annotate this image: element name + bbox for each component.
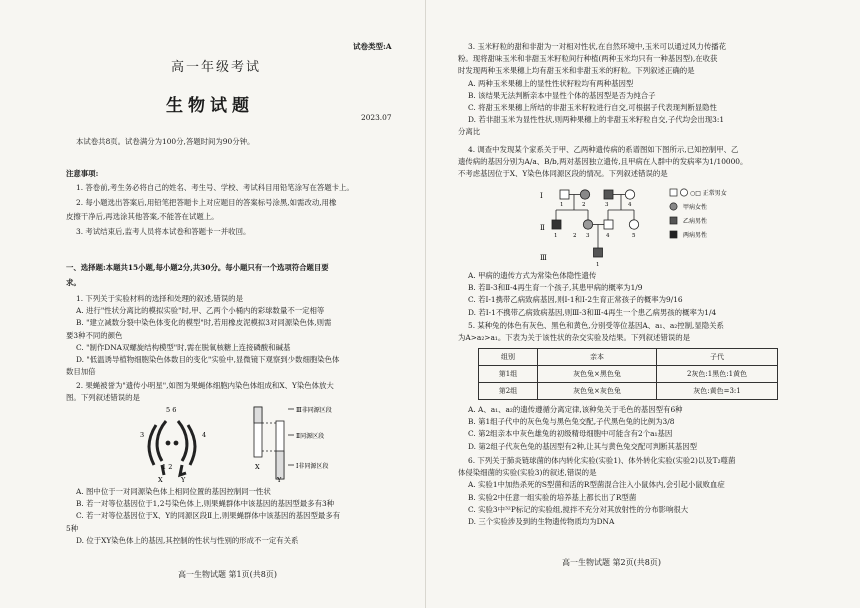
table-cell: 第2组 — [479, 383, 538, 400]
q1-option-b-cont: 要3种不同的颜色 — [66, 330, 123, 340]
intro-text: 本试卷共8页。试卷满分为100分,答题时间为90分钟。 — [76, 137, 255, 146]
page-divider — [425, 0, 426, 608]
q5-stem-cont: 为A>a₂>a₁。下表为关于该性状的杂交实验及结果。下列叙述错误的是 — [458, 333, 691, 343]
section1-heading: 一、选择题:本题共15小题,每小题2分,共30分。每小题只有一个选项符合题目要 — [66, 263, 329, 272]
legend-disease-a-female: 甲病女性 — [683, 204, 708, 211]
region-1-label: Ⅰ非同源区段 — [296, 463, 329, 470]
table-header: 亲本 — [538, 349, 657, 366]
q1-stem: 1. 下列关于实验材料的选择和处理的叙述,错误的是 — [76, 294, 243, 303]
q4-option-b: B. 若Ⅱ-3和Ⅱ-4再生育一个孩子,其患甲病的概率为1/9 — [468, 283, 643, 293]
q2-option-b: B. 若一对等位基因位于1,2号染色体上,则果蝇群体中该基因的基因型最多有3种 — [76, 499, 335, 509]
chromosome-label-4: 4 — [202, 431, 207, 439]
table-cell: 2灰色:1黑色:1黄色 — [657, 366, 778, 383]
pedigree-i3: 3 — [605, 202, 609, 208]
q2-stem: 2. 果蝇被誉为"遗传小明星",如图为果蝇体细胞内染色体组成和X、Y染色体放大 — [76, 381, 334, 390]
enlarged-y-label: Y — [277, 476, 282, 483]
region-2-label: Ⅱ同源区段 — [296, 433, 325, 440]
legend-normal: ○□ 正常男女 — [690, 190, 727, 197]
notes-heading: 注意事项: — [66, 169, 99, 178]
page-1 — [66, 0, 394, 608]
legend-both-male: 两病男性 — [683, 232, 708, 239]
question-2 — [66, 380, 398, 404]
q5-option-c: C. 第2组亲本中灰色雄兔的初级精母细胞中可能含有2个a₁基因 — [468, 429, 673, 439]
enlarged-x-label: X — [255, 463, 260, 471]
cross-results-table — [478, 348, 778, 400]
note-item: 3. 考试结束后,监考人员将本试卷和答题卡一并收回。 — [76, 227, 251, 236]
xy-enlarged — [254, 407, 294, 479]
generation-1-label: Ⅰ — [540, 192, 543, 200]
pedigree-i4: 4 — [628, 202, 632, 208]
chromosome-label-y: Y — [181, 476, 186, 483]
q1-option-b: B. "建立减数分裂中染色体变化的模型"时,若用橡皮泥模拟3对同源染色体,则需 — [76, 318, 332, 328]
pedigree-ii2: 2 — [573, 233, 577, 239]
q1-option-c: C. "制作DNA双螺旋结构模型"时,需在脱氧核糖上连接磷酸和碱基 — [76, 342, 291, 352]
pedigree-ii1: 1 — [554, 233, 558, 239]
q5-option-d: D. 第2组子代灰色兔的基因型有2种,让其与黄色兔交配可判断其基因型 — [468, 441, 698, 451]
chromosome-label-12: 1 2 — [162, 463, 173, 471]
pedigree-figure — [538, 184, 788, 270]
table-cell: 灰色:黄色=3:1 — [657, 383, 778, 400]
generation-3-label: Ⅲ — [540, 254, 547, 262]
q1-option-d-cont: 数目加倍 — [66, 367, 96, 377]
q1-option-d: D. "低温诱导植物细胞染色体数目的变化"实验中,显微镜下观察到少数细胞染色体 — [76, 355, 340, 365]
q3-stem: 3. 玉米籽粒的甜和非甜为一对相对性状,在自然环境中,玉米可以通过风力传播花 — [468, 42, 726, 51]
q3-option-a: A. 两种玉米果穗上的显性性状籽粒均有两种基因型 — [468, 78, 634, 88]
pedigree-iii1: 1 — [596, 262, 600, 268]
q5-stem: 5. 某种兔的体色有灰色、黑色和黄色,分别受等位基因A、a₁、a₂控制,显隐关系 — [468, 321, 724, 330]
q2-option-a: A. 图中位于一对同源染色体上相同位置的基因控制同一性状 — [76, 487, 271, 496]
q2-stem-cont: 图。下列叙述错误的是 — [66, 393, 140, 403]
table-row — [479, 366, 778, 383]
q6-option-c: C. 实验3中³²P标记的实验组,搅拌不充分对其放射性的分布影响很大 — [468, 504, 689, 514]
footer-right: 高一生物试题 第2页(共8页) — [562, 558, 661, 567]
table-cell: 灰色兔×灰色兔 — [538, 383, 657, 400]
question-5 — [458, 320, 794, 344]
table-header: 子代 — [657, 349, 778, 366]
q6-stem-cont: 体侵染细菌的实验(实验3)的叙述,错误的是 — [458, 468, 597, 478]
q6-option-d: D. 三个实验涉及到的生物遗传物质均为DNA — [468, 517, 615, 527]
q4-stem-cont: 遗传病的基因分别为A/a、B/b,两对基因独立遗传,且甲病在人群中的发病率为1/10000。 — [458, 157, 748, 167]
q3-stem-cont: 粉。现将甜味玉米和非甜玉米籽粒间行种植(两种玉米均只有一种基因型),在收获 — [458, 54, 718, 64]
table-header: 组别 — [479, 349, 538, 366]
question-2-options — [66, 486, 398, 547]
pedigree-ii4: 4 — [606, 233, 610, 239]
q3-option-d-cont: 分离比 — [458, 127, 481, 137]
q6-stem: 6. 下列关于肺炎链球菌的体内转化实验(实验1)、体外转化实验(实验2)以及T₂噬菌 — [468, 456, 736, 465]
exam-date: 2023.07 — [361, 113, 392, 122]
legend-disease-b-male: 乙病男性 — [683, 218, 708, 225]
footer-left: 高一生物试题 第1页(共8页) — [178, 570, 277, 579]
pedigree-i2: 2 — [582, 202, 586, 208]
question-3 — [458, 41, 794, 139]
question-6 — [458, 455, 794, 528]
question-4-options — [458, 270, 794, 319]
note-item: 2. 每小题选出答案后,用铅笔把答题卡上对应题目的答案标号涂黑,如需改动,用橡 — [76, 198, 337, 207]
q4-stem-cont: 不考虑基因位于X、Y染色体同源区段的情况。下列叙述错误的是 — [458, 169, 668, 179]
chromosome-figure — [126, 403, 356, 483]
note-item: 皮擦干净后,再选涂其他答案,不能答在试题上。 — [66, 212, 219, 221]
pedigree-i1: 1 — [560, 202, 564, 208]
chromosome-label-56: 5 6 — [166, 406, 177, 414]
chromosome-label-3: 3 — [140, 431, 145, 439]
section1-heading-cont: 求。 — [66, 278, 81, 287]
table-header-row — [479, 349, 778, 366]
q4-stem: 4. 调查中发现某个家系关于甲、乙两种遗传病的系谱图如下图所示,已知控制甲、乙 — [468, 145, 739, 154]
q5-option-b: B. 第1组子代中的灰色兔与黑色兔交配,子代黑色兔的比例为3/8 — [468, 417, 675, 427]
pedigree-ii3: 3 — [586, 233, 590, 239]
exam-title: 高一年级考试 — [171, 60, 262, 75]
table-row — [479, 383, 778, 400]
q3-option-b: B. 该结果无法判断亲本中显性个体的基因型是否为纯合子 — [468, 90, 656, 100]
q4-option-c: C. 若Ⅰ-1携带乙病致病基因,则Ⅰ-1和Ⅰ-2生育正常孩子的概率为9/16 — [468, 295, 683, 305]
note-item: 1. 答卷前,考生务必将自己的姓名、考生号、学校、考试科目用铅笔涂写在答题卡上。 — [76, 183, 354, 192]
q3-option-c: C. 将甜玉米果穗上所结的非甜玉米籽粒进行自交,可根据子代表现判断显隐性 — [468, 103, 717, 113]
paper-type: 试卷类型:A — [353, 42, 392, 51]
q6-option-a: A. 实验1中加热杀死的S型菌和活的R型菌混合注入小鼠体内,会引起小鼠败血症 — [468, 480, 725, 490]
q3-stem-cont: 时发现两种玉米果穗上均有甜玉米和非甜玉米的籽粒。下列叙述正确的是 — [458, 66, 695, 76]
question-1 — [66, 293, 398, 378]
q2-option-c-cont: 5种 — [66, 523, 79, 533]
q5-option-a: A. A、a₁、a₂的遗传遵循分离定律,该种兔关于毛色的基因型有6种 — [468, 405, 683, 414]
q2-option-d: D. 位于XY染色体上的基因,其控制的性状与性别的形成不一定有关系 — [76, 535, 299, 545]
table-cell: 第1组 — [479, 366, 538, 383]
question-4 — [458, 144, 794, 181]
table-cell: 灰色兔×黑色兔 — [538, 366, 657, 383]
question-5-options — [458, 404, 794, 453]
region-3-label: Ⅲ非同源区段 — [296, 407, 332, 414]
q1-option-a: A. 进行"性状分离比的模拟实验"时,甲、乙两个小桶内的彩球数量不一定相等 — [76, 306, 325, 316]
chromosome-label-x: X — [158, 476, 163, 483]
subject-title: 生物试题 — [166, 96, 254, 116]
page-2 — [458, 0, 792, 608]
q3-option-d: D. 若非甜玉米为显性性状,则两种果穗上的非甜玉米籽粒自交,子代均会出现3:1 — [468, 115, 725, 125]
pedigree-ii5: 5 — [632, 233, 636, 239]
q2-option-c: C. 若一对等位基因位于X、Y的同源区段Ⅱ上,则果蝇群体中该基因的基因型最多有 — [76, 511, 341, 521]
q6-option-b: B. 实验2中任意一组实验的培养基上都长出了R型菌 — [468, 492, 637, 502]
q4-option-d: D. 若Ⅰ-1不携带乙病致病基因,则Ⅲ-3和Ⅲ-4再生一个患乙病男孩的概率为1/4 — [468, 307, 717, 317]
generation-2-label: Ⅱ — [540, 224, 545, 232]
q4-option-a: A. 甲病的遗传方式为常染色体隐性遗传 — [468, 271, 597, 280]
